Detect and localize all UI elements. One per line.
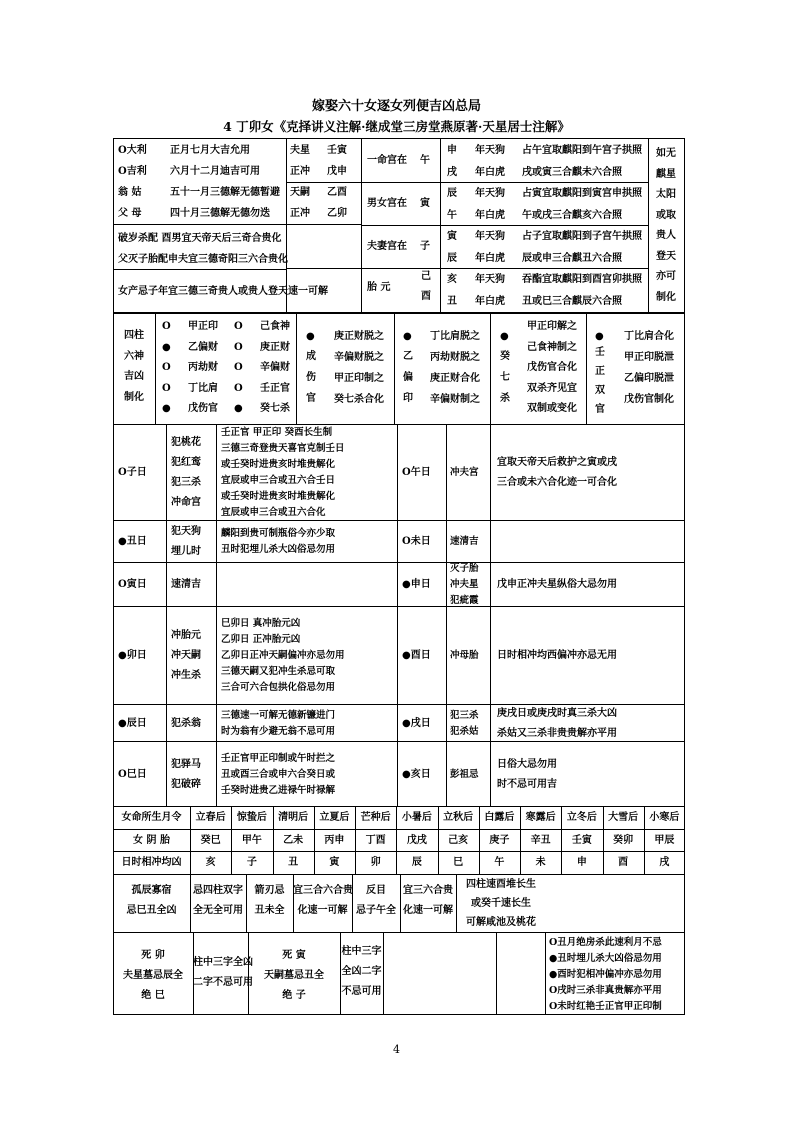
day-left-tag: 速清吉 xyxy=(171,579,201,590)
group-pianyin-text: 辛偏财制之 xyxy=(430,394,480,405)
lower-c2: 全无全可用 xyxy=(193,905,243,916)
left-row-value: 正月七月大吉允用 xyxy=(170,145,250,156)
palace-value: 子 xyxy=(420,241,430,252)
divider xyxy=(490,424,491,806)
day-right-tag: 犯杀姑 xyxy=(450,725,479,737)
lower-d2: 二字不忌可用 xyxy=(193,977,253,988)
lower-c4: 宜三合六合贵 xyxy=(293,885,353,896)
month-cell: 壬寅 xyxy=(571,835,592,846)
page-number: 4 xyxy=(393,1043,400,1056)
shishen: 癸七杀 xyxy=(260,403,290,414)
remedy: 占寅宜取麒阳到寅宫申拱照 xyxy=(522,188,642,199)
left-row-key: O大利 xyxy=(118,145,147,156)
branch: 亥 xyxy=(447,274,457,285)
year-star: 年天狗 xyxy=(475,231,505,242)
palace-value: 午 xyxy=(420,155,430,166)
day-right: O午日 xyxy=(402,467,431,478)
day-right-desc: 庚戌日或庚戌时真三杀大凶 xyxy=(497,707,617,719)
day-right-tag: 彭祖忌 xyxy=(450,768,479,780)
day-left-tag: 冲胎元 xyxy=(171,630,201,641)
side-note-line: 太阳 xyxy=(656,189,676,200)
divider xyxy=(296,312,297,424)
day-right-tag: 冲母胎 xyxy=(450,650,479,661)
star-row-value: 戊申 xyxy=(327,166,347,177)
left-row-key: O吉利 xyxy=(118,166,147,177)
year-star: 年天狗 xyxy=(475,188,505,199)
star-row-key: 天嗣 xyxy=(290,187,310,198)
day-left-desc: 三德天嗣又犯冲生杀忌可取 xyxy=(221,666,336,677)
group-pianyin-label: 乙 xyxy=(403,351,413,362)
sizhu-head-line: 六神 xyxy=(124,350,144,362)
year-star: 年白虎 xyxy=(475,209,505,221)
remedy: 丑或巳三合麒辰六合照 xyxy=(522,295,622,307)
day-left-desc: 或壬癸时进贵亥时堆贵解化 xyxy=(221,491,336,502)
shishen: 乙偏财 xyxy=(188,341,218,353)
palace-label: 胎 元 xyxy=(367,282,391,293)
month-cell: 甲辰 xyxy=(654,835,675,846)
shishen: 丁比肩 xyxy=(188,382,218,394)
day-left-tag: 犯杀翁 xyxy=(171,717,201,729)
side-note-line: 或取 xyxy=(656,209,676,221)
remedy: 辰或申三合麒丑六合照 xyxy=(522,252,622,264)
day-right-desc: 杀姑又三杀非贵贵解亦平用 xyxy=(497,727,617,739)
lower-note: ●丑时埋儿杀大凶俗忌勿用 xyxy=(549,953,662,964)
lower-d2: 柱中三字全凶 xyxy=(193,957,253,968)
lower-c2: 忌四柱双字 xyxy=(193,885,243,896)
month-cell: 申 xyxy=(576,857,587,868)
day-right-desc: 宜取天帝天后救护之寅或戌 xyxy=(497,457,617,468)
shishen: 庚正财 xyxy=(260,341,290,353)
group-shangguan-text: 辛偏财脱之 xyxy=(334,352,384,363)
shishen: 辛偏财 xyxy=(260,362,290,373)
day-right: O未日 xyxy=(402,536,431,547)
divider xyxy=(155,312,156,424)
shishen: 壬正官 xyxy=(260,382,290,394)
left-row-value: 四十月三德解无德勿迭 xyxy=(170,208,270,219)
year-star: 年天狗 xyxy=(475,274,505,285)
month-cell: 卯 xyxy=(370,857,381,868)
day-left-desc: 三德速一可解无德新镰进门 xyxy=(221,709,336,721)
year-star: 年天狗 xyxy=(475,145,505,156)
day-left: O巳日 xyxy=(118,768,147,780)
branch: 戌 xyxy=(447,166,457,178)
lower-c3: 箭刃忌 xyxy=(254,885,285,896)
lower-d3: 死 寅 xyxy=(282,950,306,961)
lower-c7: 或癸千速长生 xyxy=(471,898,531,909)
divider xyxy=(446,424,447,806)
remedy: 戌或寅三合麒未六合照 xyxy=(522,166,622,178)
month-cell: 芒种后 xyxy=(360,812,391,823)
day-right: ●亥日 xyxy=(402,768,431,780)
section-rule xyxy=(113,424,685,425)
day-left-tag: 犯驿马 xyxy=(171,758,201,770)
shishen: 己食神 xyxy=(260,321,290,332)
branch: 申 xyxy=(447,145,457,156)
day-left-desc: 或壬癸时进贵亥时堆贵解化 xyxy=(221,459,336,470)
star-row-value: 乙卯 xyxy=(327,208,347,219)
day-right-desc: 日俗大忌勿用 xyxy=(497,758,557,770)
month-cell: 丑 xyxy=(288,857,299,868)
day-left-desc: 宜辰或申三合或丑六合化 xyxy=(221,507,326,518)
sizhu-head-line: 制化 xyxy=(124,391,144,403)
page-title: 嫁娶六十女逐女列便吉凶总局 xyxy=(311,99,481,114)
palace-label: 一命宫在 xyxy=(367,155,407,166)
lower-d4: 不忌可用 xyxy=(341,986,382,997)
day-right-tag: 冲夫宫 xyxy=(450,467,479,478)
year-star: 年白虎 xyxy=(475,252,505,264)
remedy: 吞酯宜取麒阳到酉宫卯拱照 xyxy=(522,274,642,285)
side-note xyxy=(652,144,680,308)
month-cell: 小暑后 xyxy=(401,812,432,823)
shishen: 丙劫财 xyxy=(188,362,218,373)
divider xyxy=(648,138,649,312)
month-cell: 未 xyxy=(535,857,546,868)
divider xyxy=(545,932,546,1015)
lower-c5: 忌子午全 xyxy=(356,905,396,916)
marker: O xyxy=(234,382,243,394)
month-cell: 大雪后 xyxy=(608,812,639,823)
group-zhengguan-label: 正 xyxy=(595,366,605,377)
divider xyxy=(496,932,497,1015)
left-row-key: 翁 姑 xyxy=(118,187,142,198)
month-cell: 亥 xyxy=(205,857,216,868)
group-pianyin-text: 庚正财合化 xyxy=(430,373,480,384)
day-left: ●丑日 xyxy=(118,536,147,547)
day-left-tag: 埋儿时 xyxy=(171,546,201,557)
marker: O xyxy=(234,341,243,353)
month-cell: 立春后 xyxy=(195,812,226,823)
group-qisha-label: 癸 xyxy=(500,351,510,362)
group-qisha-marker: ● xyxy=(500,331,509,342)
group-qisha-text: 己食神制之 xyxy=(527,341,577,353)
divider xyxy=(216,424,217,806)
palace-label: 男女宫在 xyxy=(367,198,407,209)
group-zhengguan-text: 戊伤官制化 xyxy=(624,394,674,405)
year-star: 年白虎 xyxy=(475,295,505,307)
month-cell: 丙申 xyxy=(324,835,345,846)
day-right-tag: 灭子胎 xyxy=(450,563,479,574)
day-left-desc: 时为翁有少避无翁不忌可用 xyxy=(221,725,336,737)
day-right: ●申日 xyxy=(402,579,431,590)
day-left-tag: 冲生杀 xyxy=(171,670,201,681)
side-note-line: 如无 xyxy=(656,148,676,159)
month-cell: 癸巳 xyxy=(200,835,221,846)
lower-d1: 绝 巳 xyxy=(141,990,165,1001)
month-cell: 辛丑 xyxy=(530,835,551,846)
group-pianyin-marker: ● xyxy=(403,331,412,342)
day-right-tag: 冲夫星 xyxy=(450,579,479,590)
lower-c7: 可解咸池及桃花 xyxy=(466,917,536,928)
month-row-head: 女 阴 胎 xyxy=(133,835,170,846)
day-left-desc: 壬正官甲正印制或午时拦之 xyxy=(221,752,336,764)
day-left: O子日 xyxy=(118,467,147,478)
side-note-line: 亦可 xyxy=(656,271,676,282)
day-left-desc: 壬正官 甲正印 癸酉长生制 xyxy=(221,427,333,438)
month-cell: 酉 xyxy=(618,857,629,868)
sizhu-head-line: 吉凶 xyxy=(124,371,144,382)
side-note-line: 登天 xyxy=(656,250,676,262)
row-rule xyxy=(113,932,685,933)
lower-c3: 丑未全 xyxy=(254,905,285,916)
palace-value: 己酉 xyxy=(421,271,431,302)
group-shangguan-text: 甲正印制之 xyxy=(334,373,384,384)
marker: O xyxy=(162,321,171,332)
group-shangguan-label: 官 xyxy=(306,393,316,404)
day-left-tag: 犯天狗 xyxy=(171,526,201,537)
lower-c4: 化速一可解 xyxy=(297,905,348,916)
day-left-tag: 冲命宫 xyxy=(171,497,201,508)
mid-left-line: 破岁杀配 酉男宜天帝天后三奇合贵化 xyxy=(118,233,282,244)
lower-c1: 孤辰寡宿 xyxy=(131,885,172,896)
day-right-tag: 速清吉 xyxy=(450,536,479,547)
group-qisha-label: 杀 xyxy=(500,393,510,404)
branch: 辰 xyxy=(447,188,457,199)
day-right-desc: 时不忌可用吉 xyxy=(497,778,557,790)
day-left-desc: 麟阳到贵可制瓶俗今亦少取 xyxy=(221,528,336,539)
group-shangguan-label: 伤 xyxy=(306,372,316,383)
day-right-desc: 戊申正冲夫星纵俗大忌勿用 xyxy=(497,579,617,590)
group-shangguan-marker: ● xyxy=(306,331,315,342)
month-cell: 午 xyxy=(494,857,505,868)
lower-d4: 全凶二字 xyxy=(341,966,382,977)
divider xyxy=(113,224,286,225)
month-cell: 庚子 xyxy=(489,835,510,846)
lower-d3: 绝 子 xyxy=(282,990,306,1001)
group-shangguan-text: 庚正财脱之 xyxy=(334,331,384,342)
shishen: 戊伤官 xyxy=(188,403,218,414)
side-note-line: 制化 xyxy=(656,291,676,303)
year-star: 年白虎 xyxy=(475,166,505,178)
group-zhengguan-label: 官 xyxy=(595,404,605,415)
day-right: ●戌日 xyxy=(402,717,431,729)
divider xyxy=(397,424,398,806)
month-row-head: 日时相冲均凶 xyxy=(121,857,182,868)
divider xyxy=(286,268,361,269)
group-pianyin-label: 印 xyxy=(403,393,413,404)
star-row-value: 壬寅 xyxy=(327,145,347,156)
row-rule xyxy=(113,874,685,875)
month-cell: 甲午 xyxy=(241,835,262,846)
month-row-head: 女命所生月令 xyxy=(121,812,182,823)
marker: ● xyxy=(234,403,243,414)
day-left-desc: 三合可六合包拱化俗忌勿用 xyxy=(221,682,336,693)
month-cell: 寅 xyxy=(329,857,340,868)
sizhu-head xyxy=(118,326,150,408)
day-left-desc: 三德三奇登贵天喜官克制壬日 xyxy=(221,443,345,454)
star-row-key: 正冲 xyxy=(290,166,310,177)
side-note-line: 麒星 xyxy=(656,168,676,180)
group-qisha-text: 甲正印解之 xyxy=(527,321,577,332)
left-row-key: 父 母 xyxy=(118,208,142,219)
day-left-desc: 丑或酉三合或申六合癸日或 xyxy=(221,768,336,780)
star-row-key: 正冲 xyxy=(290,208,310,219)
group-qisha-text: 戊伤官合化 xyxy=(527,362,577,373)
left-row-value: 六月十二月迪吉可用 xyxy=(170,166,260,177)
month-cell: 惊蛰后 xyxy=(236,812,267,823)
lower-d3: 天嗣墓忌丑全 xyxy=(264,970,324,981)
marker: O xyxy=(234,321,243,332)
group-pianyin-text: 丁比肩脱之 xyxy=(430,331,480,342)
divider xyxy=(286,224,361,225)
shishen: 甲正印 xyxy=(188,321,218,332)
day-left-desc: 宜辰或申三合或丑六合壬日 xyxy=(221,475,336,486)
group-zhengguan-text: 丁比肩合化 xyxy=(624,331,674,342)
lower-c5: 反目 xyxy=(366,885,386,896)
page-subtitle: 4 丁卯女《克择讲义注解·继成堂三房堂燕原著·天星居士注解》 xyxy=(223,119,570,134)
star-row-key: 夫星 xyxy=(290,145,310,156)
lower-c6: 宜三六合贵 xyxy=(403,885,453,896)
month-cell: 寒露后 xyxy=(525,812,556,823)
palace-value: 寅 xyxy=(420,198,430,209)
remedy: 午或戌三合麒亥六合照 xyxy=(522,209,622,221)
lower-note: O丑月绝房杀此速利月不忌 xyxy=(549,937,662,948)
branch: 丑 xyxy=(447,295,457,307)
day-left: O寅日 xyxy=(118,579,147,590)
day-right-desc: 三合或未六合化迹一可合化 xyxy=(497,477,617,488)
day-left-desc: 乙卯日 正冲胎元凶 xyxy=(221,634,301,645)
lower-c6: 化速一可解 xyxy=(403,905,453,916)
remedy: 占子宜取麒阳到子宫午拱照 xyxy=(522,231,642,242)
day-left-tag: 犯三杀 xyxy=(171,477,201,488)
month-cell: 辰 xyxy=(411,857,422,868)
group-zhengguan-text: 乙偏印脱泄 xyxy=(624,373,674,384)
day-left: ●辰日 xyxy=(118,717,147,729)
month-cell: 清明后 xyxy=(278,812,309,823)
branch: 寅 xyxy=(447,231,457,242)
day-left-desc: 壬癸时进贵乙进禄午时禄解 xyxy=(221,784,336,796)
day-right-desc: 日时相冲均西偏冲亦忌无用 xyxy=(497,650,617,661)
group-pianyin-label: 偏 xyxy=(403,372,413,383)
day-left-desc: 丑时犯埋儿杀大凶俗忌勿用 xyxy=(221,544,336,555)
marker: O xyxy=(162,382,171,394)
bottom-left-line: 女产忌子年宜三德三奇贵人或贵人登天速一可解 xyxy=(118,286,328,297)
month-cell: 癸卯 xyxy=(613,835,634,846)
month-cell: 白露后 xyxy=(484,812,515,823)
month-cell: 子 xyxy=(246,857,257,868)
month-cell: 巳 xyxy=(453,857,464,868)
group-zhengguan-text: 甲正印脱泄 xyxy=(624,352,674,363)
sizhu-head-line: 四柱 xyxy=(124,330,144,341)
month-cell: 乙未 xyxy=(283,835,304,846)
side-note-line: 贵人 xyxy=(656,230,676,241)
marker: O xyxy=(162,362,171,373)
lower-d1: 死 卯 xyxy=(141,950,165,961)
day-right: ●酉日 xyxy=(402,650,431,661)
divider xyxy=(383,932,384,1015)
month-cell: 立冬后 xyxy=(566,812,597,823)
month-cell: 戊戌 xyxy=(406,835,427,846)
mid-left-line: 父灭子胎配申夫宜三德奇阳三六合贵化 xyxy=(118,254,288,265)
group-qisha-text: 双杀齐见宜 xyxy=(527,382,577,394)
divider xyxy=(490,312,491,424)
day-left-tag: 犯红鸾 xyxy=(171,457,201,468)
month-cell: 立夏后 xyxy=(319,812,350,823)
month-cell: 小寒后 xyxy=(649,812,680,823)
month-cell: 丁酉 xyxy=(365,835,386,846)
group-zhengguan-label: 壬 xyxy=(595,347,605,358)
day-left-tag: 冲天嗣 xyxy=(171,650,201,661)
left-row-value: 五十一月三德解无德暂避 xyxy=(170,187,280,198)
lower-d4: 柱中三字 xyxy=(341,946,382,957)
day-left-tag: 犯桃花 xyxy=(171,437,201,448)
branch: 辰 xyxy=(447,252,457,264)
group-shangguan-label: 成 xyxy=(306,351,316,362)
group-shangguan-text: 癸七杀合化 xyxy=(334,394,384,405)
row-rule xyxy=(113,562,685,563)
section-rule xyxy=(113,312,685,314)
group-qisha-label: 七 xyxy=(500,372,510,383)
lower-c1: 忌巳丑全凶 xyxy=(126,905,177,916)
group-qisha-text: 双制或变化 xyxy=(527,403,577,414)
palace-label: 夫妻宫在 xyxy=(367,241,407,252)
day-left-desc: 乙卯日正冲天嗣偏冲亦忌勿用 xyxy=(221,650,345,661)
lower-note: ●酉时犯相冲偏冲亦忌勿用 xyxy=(549,969,662,980)
month-cell: 戌 xyxy=(659,857,670,868)
divider xyxy=(394,312,395,424)
marker: ● xyxy=(162,341,171,353)
group-zhengguan-label: 双 xyxy=(595,385,605,396)
day-left-tag: 犯破碎 xyxy=(171,778,201,790)
divider xyxy=(166,424,167,806)
day-right-tag: 犯三杀 xyxy=(450,709,479,721)
marker: O xyxy=(234,362,243,373)
month-cell: 立秋后 xyxy=(443,812,474,823)
group-zhengguan-marker: ● xyxy=(595,331,604,342)
day-right-tag: 犯疵霞 xyxy=(450,595,479,606)
branch: 午 xyxy=(447,209,457,221)
lower-note: O戌时三杀非真贵解亦平用 xyxy=(549,985,662,996)
lower-c7: 四柱速酉堆长生 xyxy=(466,879,536,890)
day-left: ●卯日 xyxy=(118,650,147,661)
group-pianyin-text: 丙劫财脱之 xyxy=(430,352,480,363)
lower-note: O未时红艳壬正官甲正印制 xyxy=(549,1001,662,1012)
star-row-value: 乙酉 xyxy=(327,187,347,198)
month-cell: 己亥 xyxy=(448,835,469,846)
divider xyxy=(586,312,587,424)
marker: ● xyxy=(162,403,171,414)
row-rule xyxy=(113,606,685,607)
day-left-desc: 巳卯日 真冲胎元凶 xyxy=(221,618,301,629)
lower-d1: 夫星墓忌辰全 xyxy=(123,970,183,981)
remedy: 占午宜取麒阳到午宫子拱照 xyxy=(522,145,642,156)
